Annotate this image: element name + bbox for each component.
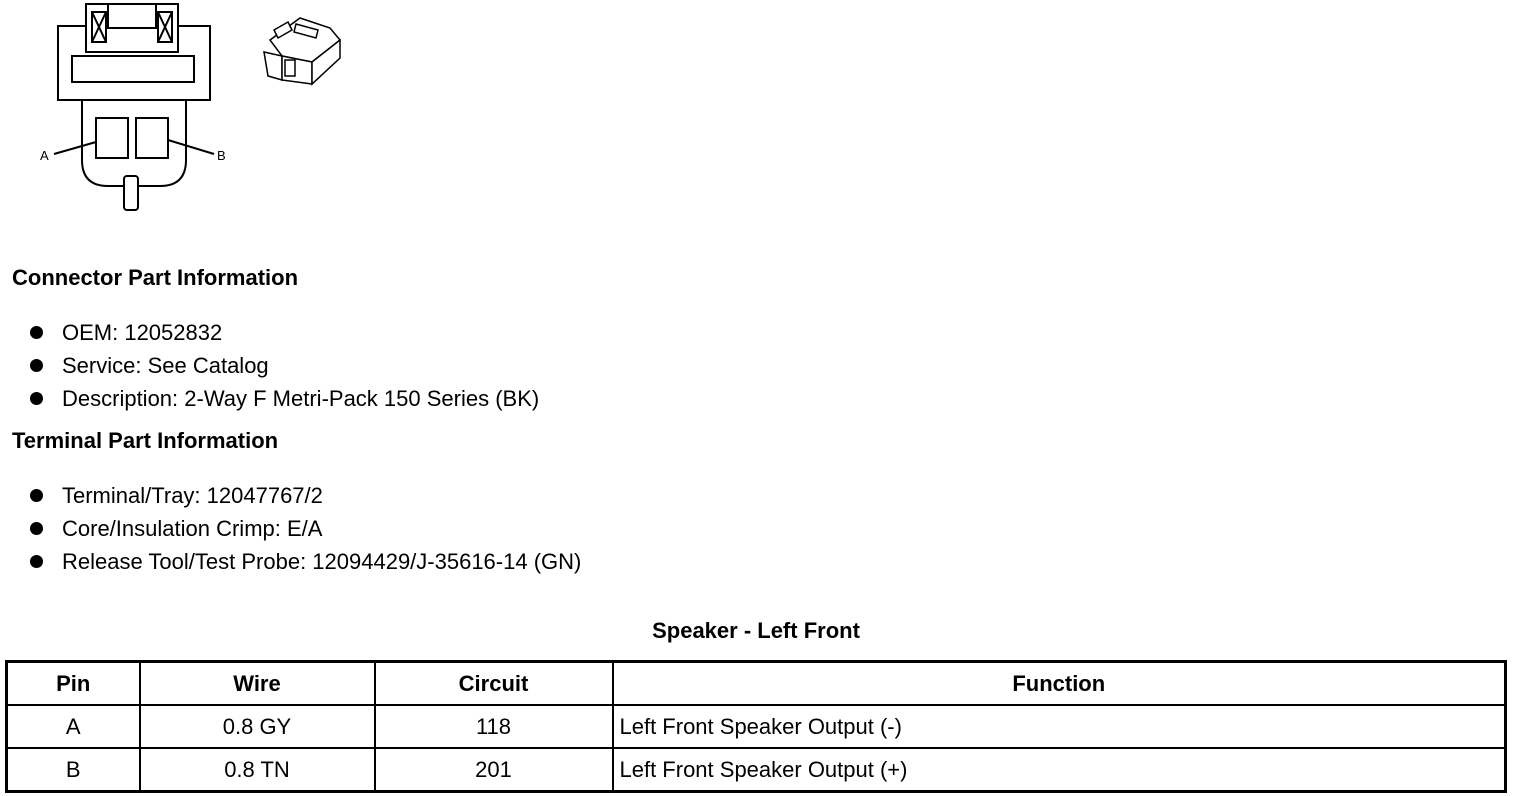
cell-wire: 0.8 GY [140,705,375,748]
bullet-icon [30,392,43,405]
cell-function: Left Front Speaker Output (+) [613,748,1506,792]
cell-function: Left Front Speaker Output (-) [613,705,1506,748]
list-item: Service: See Catalog [30,349,539,382]
list-item: Description: 2-Way F Metri-Pack 150 Series (BK) [30,382,539,415]
pin-label-a: A [40,148,49,163]
cell-circuit: 118 [375,705,613,748]
table-header-row [7,662,1506,706]
bullet-icon [30,522,43,535]
connector-face-view [54,4,214,210]
cell-pin: B [7,748,140,792]
bullet-icon [30,489,43,502]
connector-face-diagram [0,0,360,220]
cell-pin: A [7,705,140,748]
table-row [7,748,1506,792]
header-function: Function [613,662,1506,706]
cell-wire: 0.8 TN [140,748,375,792]
terminal-part-info-heading: Terminal Part Information [12,428,279,453]
header-wire: Wire [140,662,375,706]
connector-part-info-heading: Connector Part Information [12,265,299,290]
list-item: Release Tool/Test Probe: 12094429/J-35616-14 (GN) [30,545,581,578]
connector-isometric-icon [264,18,340,84]
list-item: Terminal/Tray: 12047767/2 [30,479,581,512]
connector-part-info-list [30,316,539,415]
bullet-icon [30,359,43,372]
terminal-part-info-list [30,479,581,578]
pinout-table [5,660,1507,793]
header-circuit: Circuit [375,662,613,706]
bullet-icon [30,555,43,568]
bullet-icon [30,326,43,339]
cell-circuit: 201 [375,748,613,792]
list-item: OEM: 12052832 [30,316,539,349]
header-pin: Pin [7,662,140,706]
pin-label-b: B [217,148,226,163]
list-item: Core/Insulation Crimp: E/A [30,512,581,545]
table-title: Speaker - Left Front [652,618,860,643]
table-row [7,705,1506,748]
